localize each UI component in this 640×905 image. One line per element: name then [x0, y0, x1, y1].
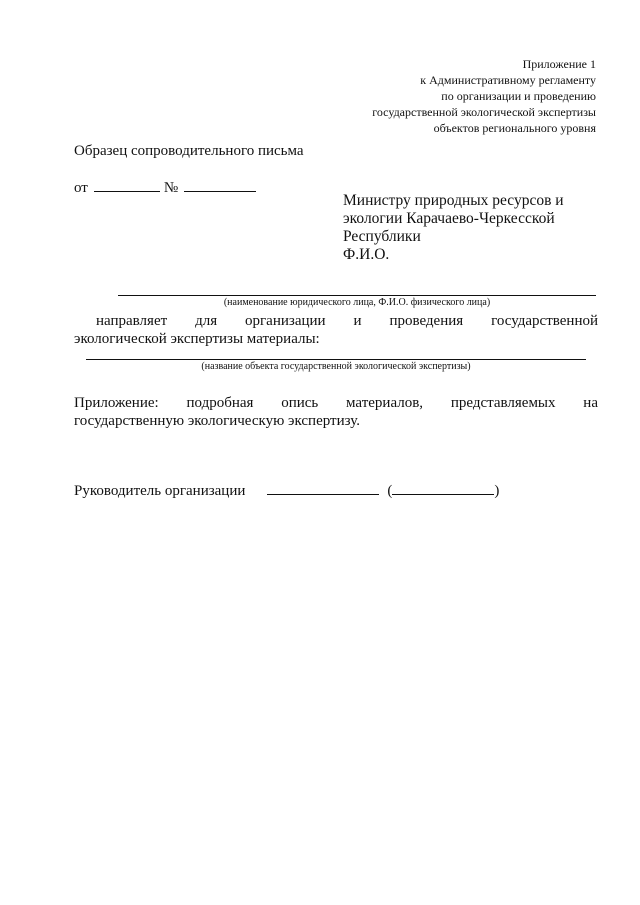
signature-line [74, 480, 499, 500]
attachment-word-4: материалов, [346, 395, 424, 411]
appendix-line-2: к Административному регламенту [420, 73, 596, 87]
sample-title: Образец сопроводительного письма [74, 143, 304, 159]
signature-blank [267, 480, 379, 495]
appendix-line-3: по организации и проведению [441, 89, 596, 103]
body-line-2: экологической экспертизы материалы: [74, 331, 320, 347]
body-word-4: и [353, 313, 362, 329]
body-word-5: проведения [389, 313, 464, 329]
appendix-line-5: объектов регионального уровня [433, 121, 596, 135]
addressee-line-2: экологии Карачаево-Черкесской [343, 210, 555, 227]
close-paren: ) [494, 483, 500, 499]
signature-label: Руководитель организации [74, 483, 246, 499]
open-paren: ( [387, 483, 393, 499]
body-word-1: направляет [96, 313, 168, 329]
applicant-caption: (наименование юридического лица, Ф.И.О. физического лица) [223, 297, 491, 308]
number-label: № [163, 180, 179, 196]
attachment-line-2: государственную экологическую экспертизу. [74, 413, 360, 429]
applicant-name-line [118, 295, 596, 296]
object-name-line [86, 359, 586, 360]
date-number-line [74, 177, 256, 197]
body-word-3: организации [245, 313, 326, 329]
number-blank [184, 177, 256, 192]
body-word-6: государственной [491, 313, 598, 329]
attachment-word-1: Приложение: [74, 395, 159, 411]
attachment-word-5: представляемых [450, 395, 556, 411]
name-blank [392, 480, 494, 495]
appendix-line-1: Приложение 1 [522, 57, 596, 71]
attachment-word-2: подробная [186, 395, 254, 411]
addressee-line-1: Министру природных ресурсов и [343, 192, 564, 209]
addressee-line-3: Республики [343, 228, 421, 245]
date-blank [94, 177, 160, 192]
addressee-block [343, 192, 564, 264]
object-caption: (название объекта государственной экологической экспертизы) [201, 361, 471, 372]
attachment-word-3: опись [281, 395, 319, 411]
attachment-word-6: на [583, 395, 598, 411]
attachment-line-1 [74, 394, 598, 412]
from-label: от [74, 180, 88, 196]
appendix-line-4: государственной экологической экспертизы [372, 105, 596, 119]
body-word-2: для [195, 313, 218, 329]
addressee-line-4: Ф.И.О. [343, 246, 390, 263]
appendix-header [372, 56, 596, 136]
body-line-1 [96, 312, 598, 330]
